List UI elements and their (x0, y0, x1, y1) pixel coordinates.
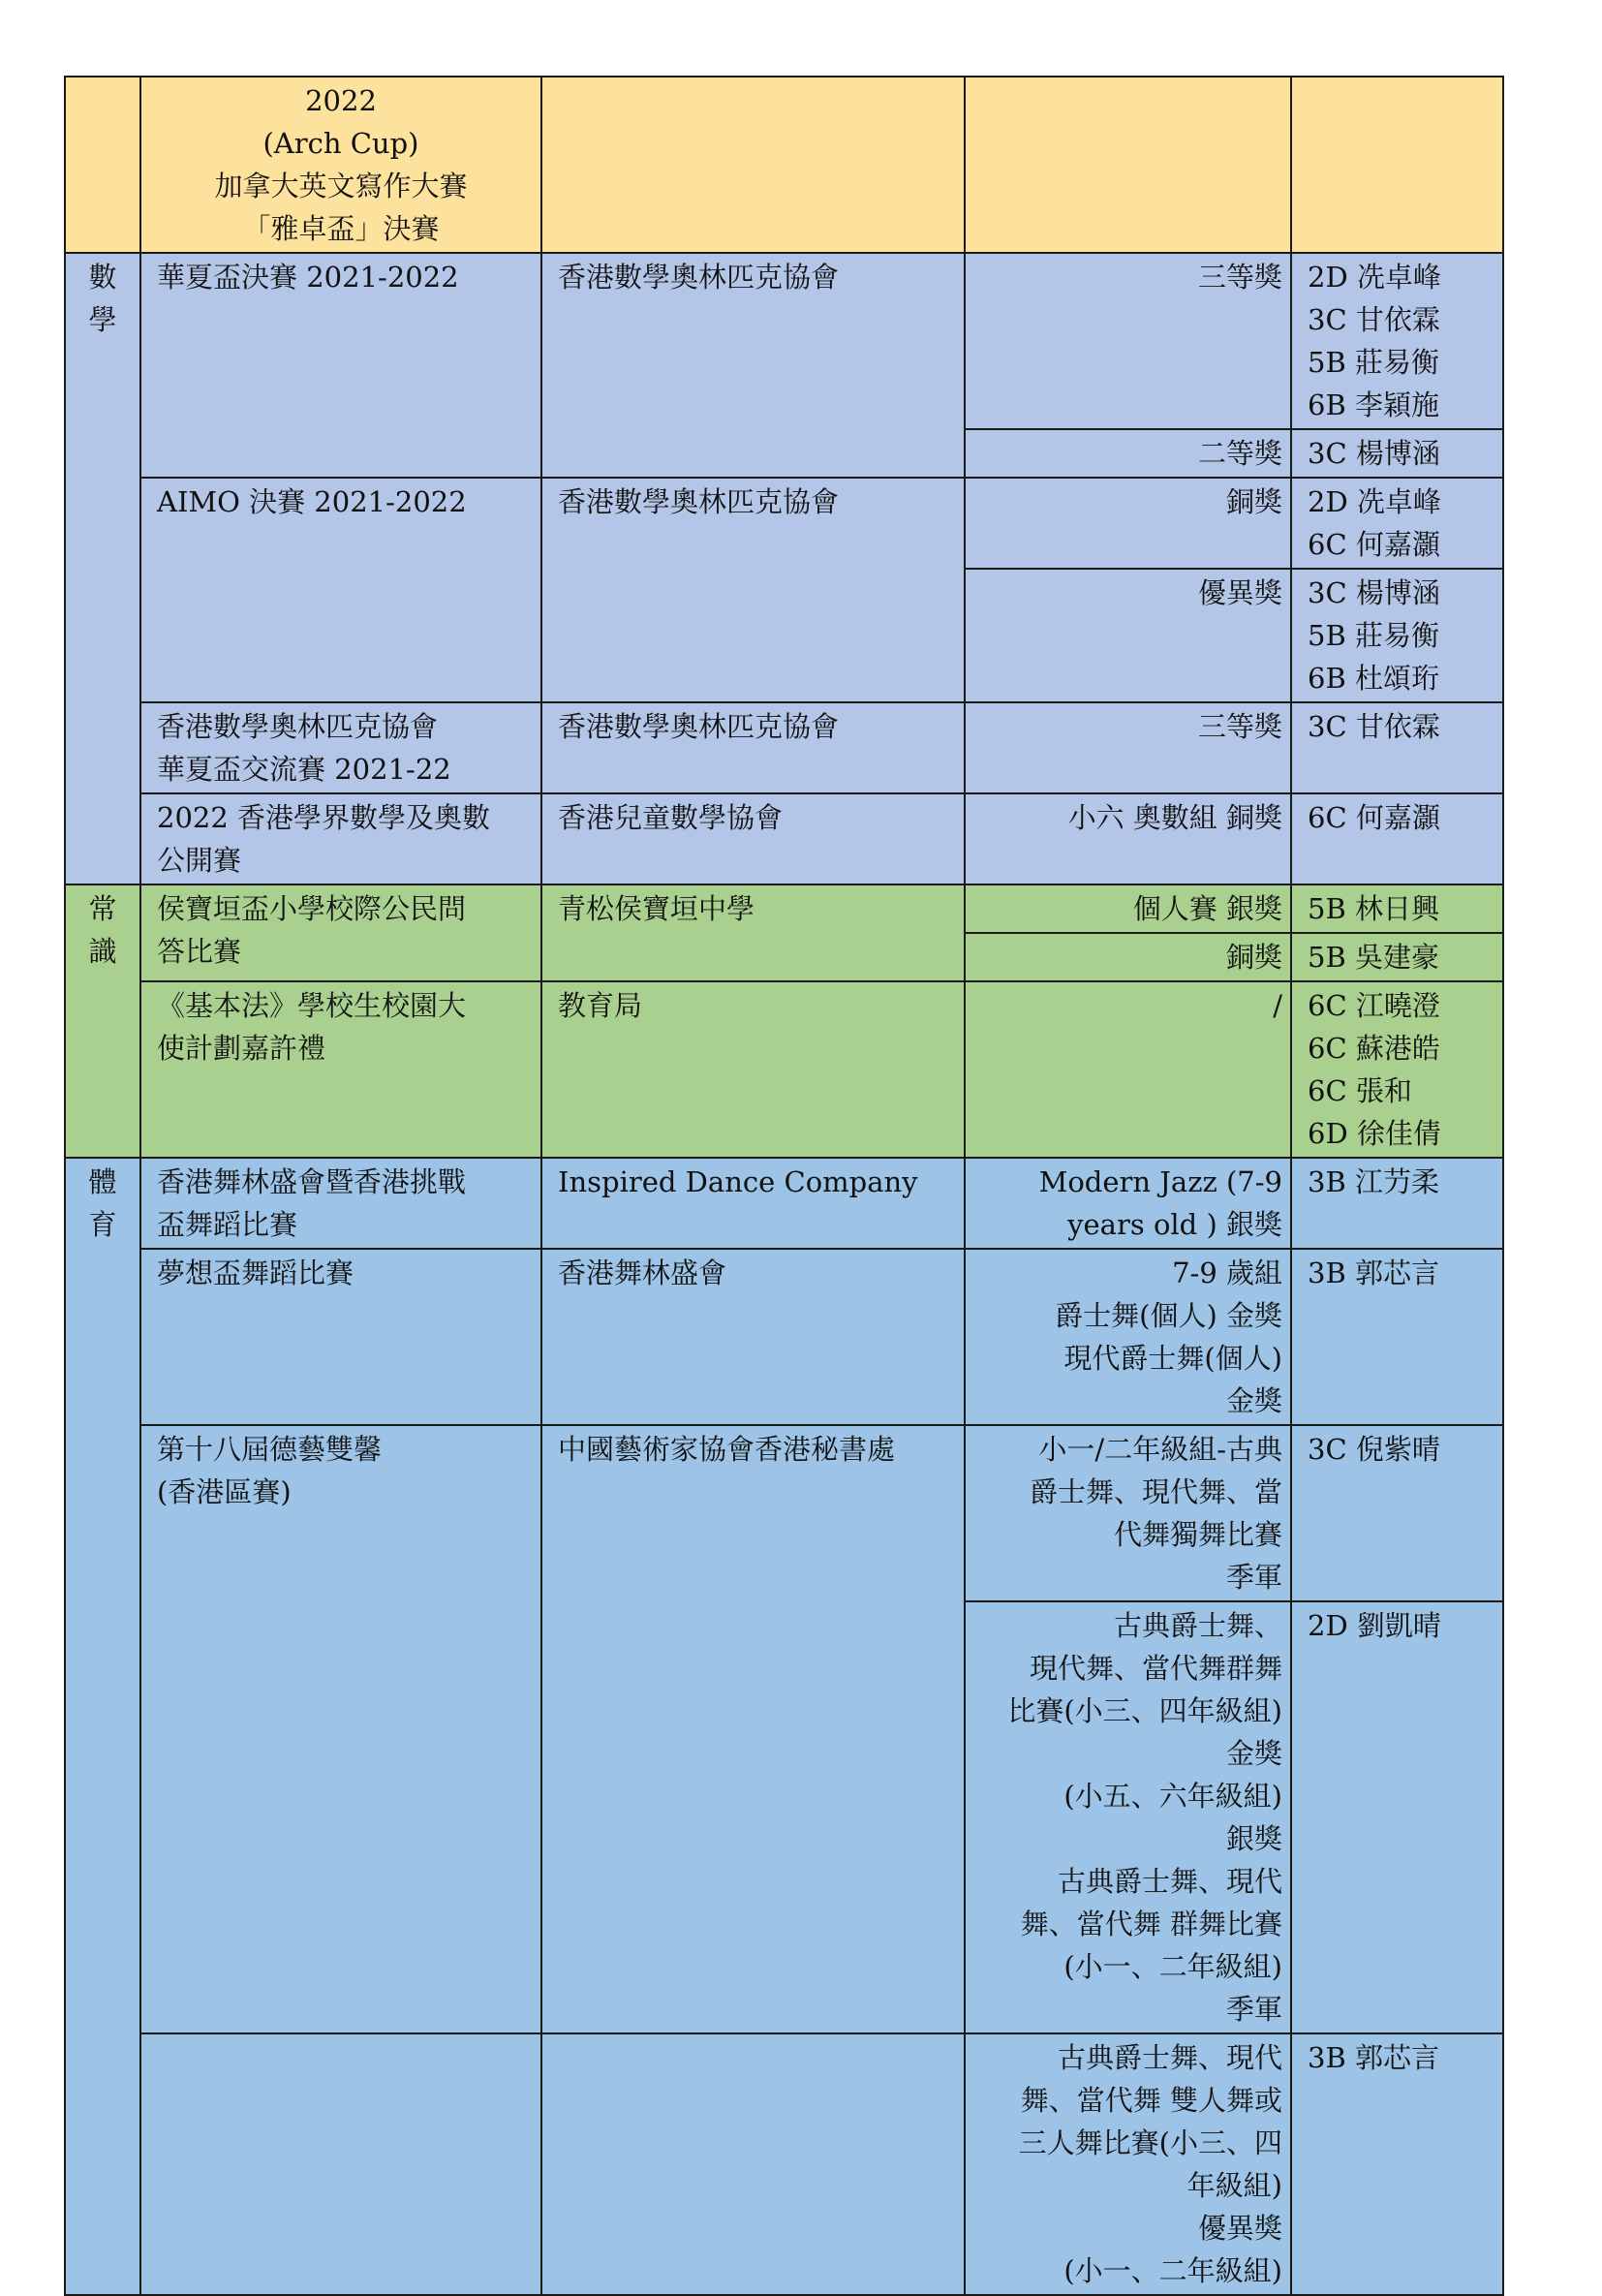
award-line: 季軍 (1225, 1561, 1282, 1594)
award-cell (965, 429, 1291, 478)
award-line: 三等獎 (1197, 710, 1282, 743)
organizer-cell (541, 2033, 965, 2295)
competition-line: 盃舞蹈比賽 (157, 1208, 298, 1241)
competition-line: 使計劃嘉許禮 (157, 1032, 326, 1065)
award-cell (965, 884, 1291, 933)
student-name: 3B 江芀柔 (1308, 1165, 1439, 1198)
competition-line: 2022 (305, 84, 377, 117)
student-name: 2D 劉凱晴 (1308, 1609, 1441, 1642)
student-name: 3C 楊博涵 (1308, 576, 1440, 609)
organizer-line: 香港數學奧林匹克協會 (558, 485, 840, 518)
table-row (65, 1425, 1503, 1601)
subject-char: 常 (88, 892, 117, 925)
award-line: 金獎 (1225, 1384, 1282, 1417)
organizer-cell (541, 77, 965, 253)
competition-cell (140, 793, 541, 884)
organizer-cell (541, 702, 965, 793)
organizer-line: Inspired Dance Company (558, 1165, 918, 1198)
award-cell (965, 1425, 1291, 1601)
table-row-header (65, 77, 1503, 253)
award-line: 爵士舞、現代舞、當 (1029, 1475, 1282, 1508)
table-row (65, 253, 1503, 429)
competition-line: 加拿大英文寫作大賽 (214, 170, 468, 202)
table-row (65, 884, 1503, 933)
competition-line: (香港區賽) (157, 1475, 292, 1508)
student-name: 6C 何嘉灝 (1308, 528, 1440, 561)
award-cell (965, 933, 1291, 981)
student-name: 2D 冼卓峰 (1308, 261, 1441, 294)
competition-cell (140, 981, 541, 1158)
student-name: 6D 徐佳倩 (1308, 1117, 1441, 1150)
student-name: 6C 何嘉灝 (1308, 801, 1440, 834)
award-line: 現代爵士舞(個人) (1063, 1342, 1282, 1375)
award-line: 優異獎 (1197, 2212, 1282, 2245)
organizer-cell (541, 1249, 965, 1425)
competition-line: 華夏盃交流賽 2021-22 (157, 753, 451, 786)
competition-cell (140, 1158, 541, 1249)
award-line: (小一、二年級組) (1063, 1950, 1282, 1983)
competition-line: 2022 香港學界數學及奧數 (157, 801, 491, 834)
organizer-line: 香港數學奧林匹克協會 (558, 261, 840, 294)
award-cell (965, 253, 1291, 429)
organizer-cell (541, 884, 965, 981)
competition-cell (140, 1425, 541, 2033)
student-name: 6C 江曉澄 (1308, 989, 1440, 1022)
competition-line: 夢想盃舞蹈比賽 (157, 1257, 354, 1289)
award-line: 銅獎 (1225, 941, 1282, 974)
student-name: 6C 蘇港皓 (1308, 1032, 1440, 1065)
competition-line: 侯寶垣盃小學校際公民問 (157, 892, 467, 925)
organizer-line: 香港數學奧林匹克協會 (558, 710, 840, 743)
students-cell (1291, 1601, 1503, 2033)
competition-line: (Arch Cup) (262, 127, 419, 160)
subject-char: 識 (88, 935, 117, 968)
award-line: 季軍 (1225, 1993, 1282, 2026)
competition-line: 香港舞林盛會暨香港挑戰 (157, 1165, 467, 1198)
award-line: 古典爵士舞、現代 (1057, 2041, 1282, 2074)
award-line: years old ) 銀獎 (1067, 1208, 1282, 1241)
table-row (65, 702, 1503, 793)
award-cell (965, 478, 1291, 569)
student-name: 3B 郭芯言 (1308, 1257, 1439, 1289)
subject-char: 學 (88, 303, 117, 336)
subject-cell-math (65, 253, 140, 884)
student-name: 6C 張和 (1308, 1074, 1412, 1107)
students-cell (1291, 981, 1503, 1158)
award-line: 三人舞比賽(小三、四 (1018, 2126, 1282, 2159)
organizer-cell (541, 253, 965, 478)
competition-cell (140, 2033, 541, 2295)
award-cell (965, 793, 1291, 884)
students-cell (1291, 253, 1503, 429)
award-cell (965, 981, 1291, 1158)
award-line: (小一、二年級組) (1063, 2254, 1282, 2287)
award-line: 金獎 (1225, 1737, 1282, 1770)
award-line: 個人賽 銀獎 (1132, 892, 1282, 925)
subject-char: 育 (88, 1208, 117, 1241)
award-cell (965, 77, 1291, 253)
award-line: 古典爵士舞、 (1113, 1609, 1282, 1642)
award-line: (小五、六年級組) (1063, 1780, 1282, 1813)
organizer-line: 教育局 (558, 989, 643, 1022)
award-cell (965, 569, 1291, 702)
award-line: 優異獎 (1197, 576, 1282, 609)
student-name: 3C 楊博涵 (1308, 437, 1440, 470)
organizer-cell (541, 1425, 965, 2033)
table-row (65, 1249, 1503, 1425)
student-name: 3C 甘依霖 (1308, 303, 1440, 336)
competition-line: AIMO 決賽 2021-2022 (157, 485, 467, 518)
students-cell (1291, 933, 1503, 981)
subject-cell-pe (65, 1158, 140, 2295)
competition-cell (140, 884, 541, 981)
award-line: 三等獎 (1197, 261, 1282, 294)
competition-cell (140, 77, 541, 253)
organizer-cell (541, 981, 965, 1158)
award-line: / (1273, 989, 1282, 1022)
students-cell (1291, 2033, 1503, 2295)
award-line: 舞、當代舞 雙人舞或 (1020, 2084, 1282, 2117)
subject-char: 數 (88, 261, 117, 294)
competition-line: 《基本法》學校生校園大 (157, 989, 467, 1022)
competition-line: 第十八屆德藝雙馨 (157, 1433, 383, 1466)
award-line: 舞、當代舞 群舞比賽 (1020, 1908, 1282, 1940)
award-line: 銀獎 (1225, 1822, 1282, 1855)
competition-line: 答比賽 (157, 935, 242, 968)
students-cell (1291, 77, 1503, 253)
student-name: 3B 郭芯言 (1308, 2041, 1439, 2074)
competition-cell (140, 478, 541, 702)
award-line: 古典爵士舞、現代 (1057, 1865, 1282, 1898)
students-cell (1291, 702, 1503, 793)
student-name: 5B 林日興 (1308, 892, 1439, 925)
award-line: 二等獎 (1197, 437, 1282, 470)
award-cell (965, 1158, 1291, 1249)
competition-line: 「雅卓盃」決賽 (242, 212, 440, 245)
organizer-line: 香港舞林盛會 (558, 1257, 727, 1289)
award-line: 代舞獨舞比賽 (1113, 1518, 1282, 1551)
award-line: 現代舞、當代舞群舞 (1029, 1652, 1282, 1685)
students-cell (1291, 1425, 1503, 1601)
table-row (65, 793, 1503, 884)
organizer-line: 香港兒童數學協會 (558, 801, 784, 834)
award-line: 比賽(小三、四年級組) (1007, 1694, 1282, 1727)
award-line: 小一/二年級組-古典 (1038, 1433, 1282, 1466)
award-line: 小六 奧數組 銅獎 (1067, 801, 1282, 834)
student-name: 3C 甘依霖 (1308, 710, 1440, 743)
organizer-line: 中國藝術家協會香港秘書處 (558, 1433, 896, 1466)
students-cell (1291, 478, 1503, 569)
students-cell (1291, 429, 1503, 478)
award-line: Modern Jazz (7-9 (1038, 1165, 1282, 1198)
organizer-cell (541, 1158, 965, 1249)
organizer-line: 青松侯寶垣中學 (558, 892, 755, 925)
table-row (65, 478, 1503, 569)
awards-table (64, 76, 1504, 2296)
award-cell (965, 1601, 1291, 2033)
students-cell (1291, 1249, 1503, 1425)
subject-cell-gs (65, 884, 140, 1158)
students-cell (1291, 793, 1503, 884)
student-name: 5B 莊易衡 (1308, 619, 1439, 652)
organizer-cell (541, 793, 965, 884)
competition-line: 公開賽 (157, 844, 242, 877)
student-name: 3C 倪紫晴 (1308, 1433, 1440, 1466)
award-cell (965, 702, 1291, 793)
award-line: 爵士舞(個人) 金獎 (1055, 1299, 1282, 1332)
award-cell (965, 1249, 1291, 1425)
award-line: 7-9 歲組 (1172, 1257, 1282, 1289)
table-row (65, 981, 1503, 1158)
students-cell (1291, 569, 1503, 702)
student-name: 2D 冼卓峰 (1308, 485, 1441, 518)
student-name: 6B 杜頌珩 (1308, 662, 1439, 695)
table-row (65, 2033, 1503, 2295)
subject-char: 體 (88, 1165, 117, 1198)
students-cell (1291, 884, 1503, 933)
student-name: 6B 李穎施 (1308, 388, 1439, 421)
award-line: 銅獎 (1225, 485, 1282, 518)
student-name: 5B 吳建豪 (1308, 941, 1439, 974)
table-row (65, 1158, 1503, 1249)
award-cell (965, 2033, 1291, 2295)
organizer-cell (541, 478, 965, 702)
competition-line: 華夏盃決賽 2021-2022 (157, 261, 459, 294)
competition-cell (140, 253, 541, 478)
competition-line: 香港數學奧林匹克協會 (157, 710, 439, 743)
student-name: 5B 莊易衡 (1308, 346, 1439, 379)
competition-cell (140, 1249, 541, 1425)
subject-cell (65, 77, 140, 253)
competition-cell (140, 702, 541, 793)
award-line: 年級組) (1186, 2169, 1282, 2202)
students-cell (1291, 1158, 1503, 1249)
